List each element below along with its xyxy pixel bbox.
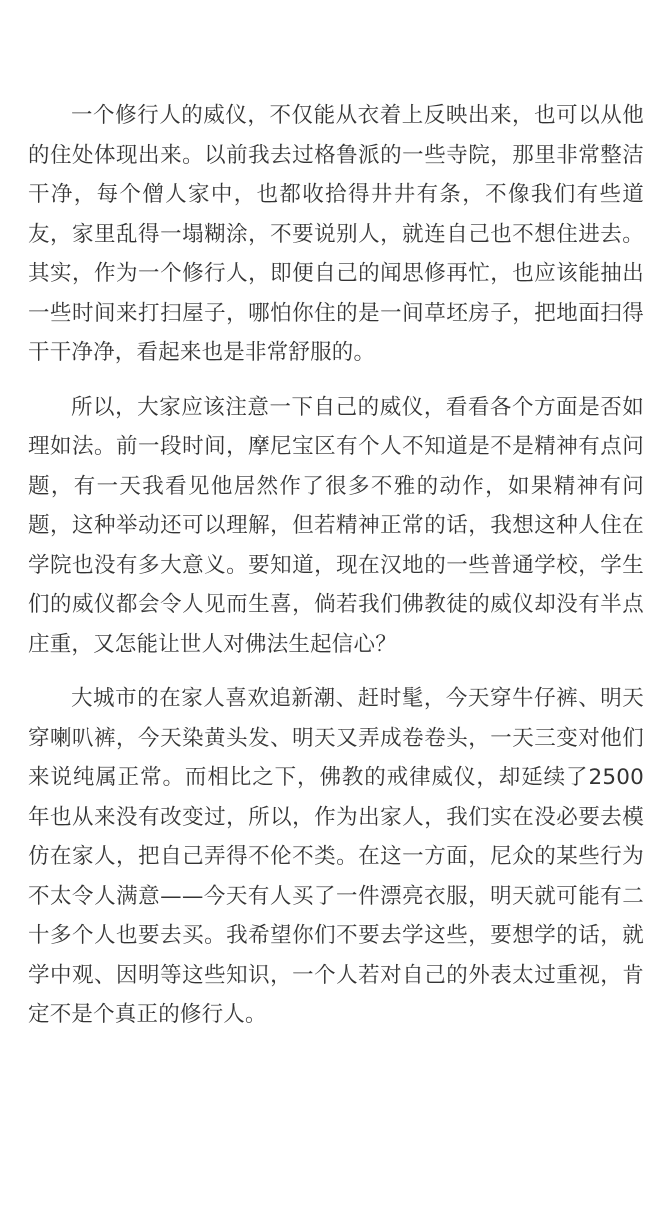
paragraph-3: 大城市的在家人喜欢追新潮、赶时髦，今天穿牛仔裤、明天穿喇叭裤，今天染黄头发、明天又弄成卷卷头，一天三变对他们来说纯属正常。而相比之下，佛教的戒律威仪，却延续了2500年也从来没有改变过，所以，作为出家人，我们实在没必要去模仿在家人，把自己弄得不伦不类。在这一方面，尼众的某些行为不太令人满意——今天有人买了一件漂亮衣服，明天就可能有二十多个人也要去买。我希望你们不要去学这些，要想学的话，就学中观、因明等这些知识，一个人若对自己的外表太过重视，肯定不是个真正的修行人。 [28, 686, 644, 1027]
paragraph-1: 一个修行人的威仪，不仅能从衣着上反映出来，也可以从他的住处体现出来。以前我去过格鲁派的一些寺院，那里非常整洁干净，每个僧人家中，也都收拾得井井有条，不像我们有些道友，家里乱得一塌糊涂，不要说别人，就连自己也不想住进去。其实，作为一个修行人，即便自己的闻思修再忙，也应该能抽出一些时间来打扫屋子，哪怕你住的是一间草坯房子，把地面扫得干干净净，看起来也是非常舒服的。 [28, 103, 644, 365]
paragraph-2: 所以，大家应该注意一下自己的威仪，看看各个方面是否如理如法。前一段时间，摩尼宝区有个人不知道是不是精神有点问题，有一天我看见他居然作了很多不雅的动作，如果精神有问题，这种举动还可以理解，但若精神正常的话，我想这种人住在学院也没有多大意义。要知道，现在汉地的一些普通学校，学生们的威仪都会令人见而生喜，倘若我们佛教徒的威仪却没有半点庄重，又怎能让世人对佛法生起信心？ [28, 394, 644, 657]
article-body [28, 96, 644, 1050]
